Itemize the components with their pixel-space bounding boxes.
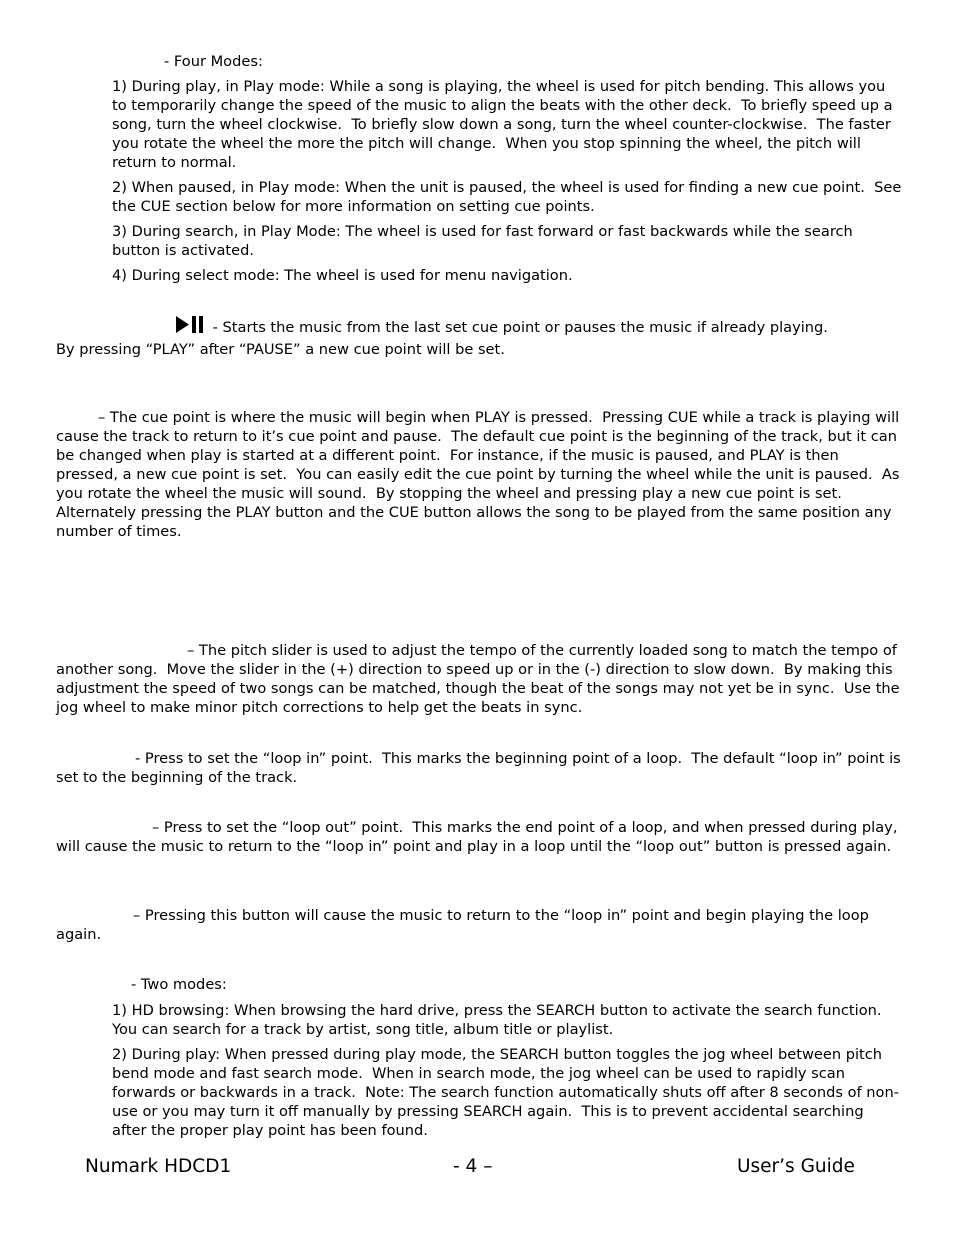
search-modes-label: - Two modes: <box>131 976 227 993</box>
loop-out-description: – Press to set the “loop out” point. This marks the end point of a loop, and when pressed during play, will cause the music to return to the “loop in” point and play in a loop until the “loop out” button is pressed again. <box>56 819 903 855</box>
search-mode-1: 1) HD browsing: When browsing the hard drive, press the SEARCH button to activate the search function. You can search for a track by artist, song title, album title or playlist. <box>112 1002 891 1038</box>
reloop-description: – Pressing this button will cause the music to return to the “loop in” point and begin playing the loop again. <box>56 907 874 943</box>
footer-page-number: - 4 – <box>453 1156 493 1177</box>
loop-in-description: - Press to set the “loop in” point. This marks the beginning point of a loop. The default “loop in” point is set to the beginning of the track. <box>56 750 906 786</box>
footer-product-name: Numark HDCD1 <box>85 1156 232 1177</box>
footer-guide-title: User’s Guide <box>737 1156 855 1177</box>
play-pause-line-1: - Starts the music from the last set cue point or pauses the music if already playing. <box>208 319 828 336</box>
cue-description: – The cue point is where the music will begin when PLAY is pressed. Pressing CUE while a track is playing will cause the track to return to it’s cue point and pause. The default cue point is the beginning of the track, but it can be changed when play is started at a different point. For instance, if the music is paused, and PLAY is then pressed, a new cue point is set. You can easily edit the cue point by turning the wheel while the unit is paused. As you rotate the wheel the music will sound. By stopping the wheel and pressing play a new cue point is set. Alternately pressing the PLAY button and the CUE button allows the song to be played from the same position any number of times. <box>56 409 905 540</box>
jog-wheel-mode-4: 4) During select mode: The wheel is used for menu navigation. <box>112 267 573 284</box>
play-pause-line-2: By pressing “PLAY” after “PAUSE” a new cue point will be set. <box>56 341 505 358</box>
pitch-description: – The pitch slider is used to adjust the tempo of the currently loaded song to match the tempo of another song. Move the slider in the (+) direction to speed up or in the (-) direction to slow down. By making this adjustment the speed of two songs can be matched, though the beat of the songs may not yet be in sync. Use the jog wheel to make minor pitch corrections to help get the beats in sync. <box>56 642 905 716</box>
search-mode-2: 2) During play: When pressed during play mode, the SEARCH button toggles the jog wheel between pitch bend mode and fast search mode. When in search mode, the jog wheel can be used to rapidly scan forwards or backwards in a track. Note: The search function automatically shuts off after 8 seconds of non-use or you may turn it off manually by pressing SEARCH again. This is to prevent accidental searching after the proper play point has been found. <box>112 1046 900 1139</box>
jog-wheel-modes-label: - Four Modes: <box>164 53 263 70</box>
jog-wheel-mode-3: 3) During search, in Play Mode: The wheel is used for fast forward or fast backwards while the search button is activated. <box>112 223 858 259</box>
jog-wheel-mode-2: 2) When paused, in Play mode: When the unit is paused, the wheel is used for finding a new cue point. See the CUE section below for more information on setting cue points. <box>112 179 906 215</box>
play-pause-description <box>176 316 896 338</box>
jog-wheel-mode-1: 1) During play, in Play mode: While a song is playing, the wheel is used for pitch bending. This allows you to temporarily change the speed of the music to align the beats with the other deck. To briefly speed up a song, turn the wheel clockwise. To briefly slow down a song, turn the wheel counter-clockwise. The faster you rotate the wheel the more the pitch will change. When you stop spinning the wheel, the pitch will return to normal. <box>112 78 898 171</box>
play-pause-icon <box>176 316 206 338</box>
